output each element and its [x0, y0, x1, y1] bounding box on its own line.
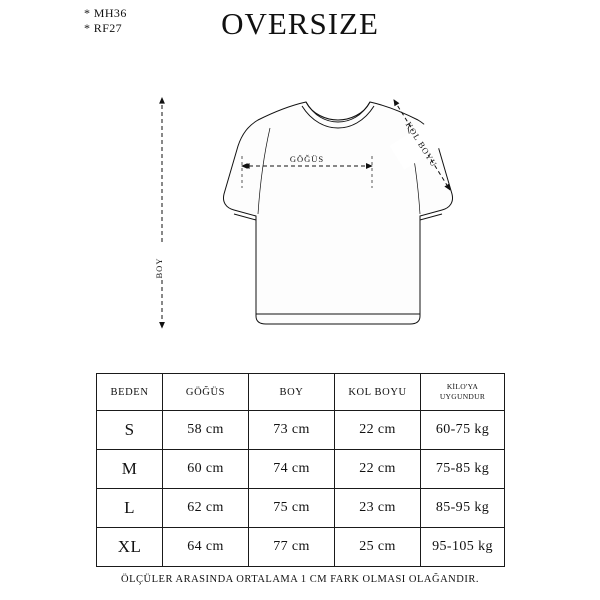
cell-weight: 75-85 kg	[421, 450, 505, 489]
table-header-weight	[421, 374, 505, 411]
cell-sleeve: 23 cm	[335, 489, 421, 528]
table-row	[97, 411, 505, 450]
cell-chest: 64 cm	[163, 528, 249, 567]
table-header-size: BEDEN	[97, 374, 163, 411]
cell-sleeve: 22 cm	[335, 411, 421, 450]
cell-length: 75 cm	[249, 489, 335, 528]
cell-size: L	[97, 489, 163, 528]
cell-weight: 95-105 kg	[421, 528, 505, 567]
cell-size: S	[97, 411, 163, 450]
table-header-weight-line1: KİLO'YA	[446, 382, 479, 391]
table-header-chest: GÖĞÜS	[163, 374, 249, 411]
table-header-row	[97, 374, 505, 411]
table-header-sleeve: KOL BOYU	[335, 374, 421, 411]
table-row	[97, 450, 505, 489]
size-table	[96, 373, 505, 567]
cell-weight: 60-75 kg	[421, 411, 505, 450]
table-header-weight-line2: UYGUNDUR	[439, 392, 486, 401]
cell-size: M	[97, 450, 163, 489]
footnote: ÖLÇÜLER ARASINDA ORTALAMA 1 CM FARK OLMASI OLAĞANDIR.	[121, 574, 479, 585]
chest-label: GÖĞÜS	[289, 154, 325, 164]
tshirt-illustration	[120, 70, 500, 350]
cell-chest: 62 cm	[163, 489, 249, 528]
table-row	[97, 528, 505, 567]
cell-chest: 60 cm	[163, 450, 249, 489]
cell-sleeve: 25 cm	[335, 528, 421, 567]
cell-length: 74 cm	[249, 450, 335, 489]
length-label: BOY	[154, 257, 164, 279]
product-code-2: * RF27	[84, 21, 123, 35]
size-table-container	[96, 373, 504, 567]
cell-length: 77 cm	[249, 528, 335, 567]
cell-sleeve: 22 cm	[335, 450, 421, 489]
sleeve-label: KOL BOYU	[403, 119, 440, 169]
table-row	[97, 489, 505, 528]
cell-weight: 85-95 kg	[421, 489, 505, 528]
cell-size: XL	[97, 528, 163, 567]
page-title: OVERSIZE	[221, 6, 379, 41]
cell-chest: 58 cm	[163, 411, 249, 450]
product-code-1: * MH36	[84, 6, 127, 20]
table-header-length: BOY	[249, 374, 335, 411]
cell-length: 73 cm	[249, 411, 335, 450]
